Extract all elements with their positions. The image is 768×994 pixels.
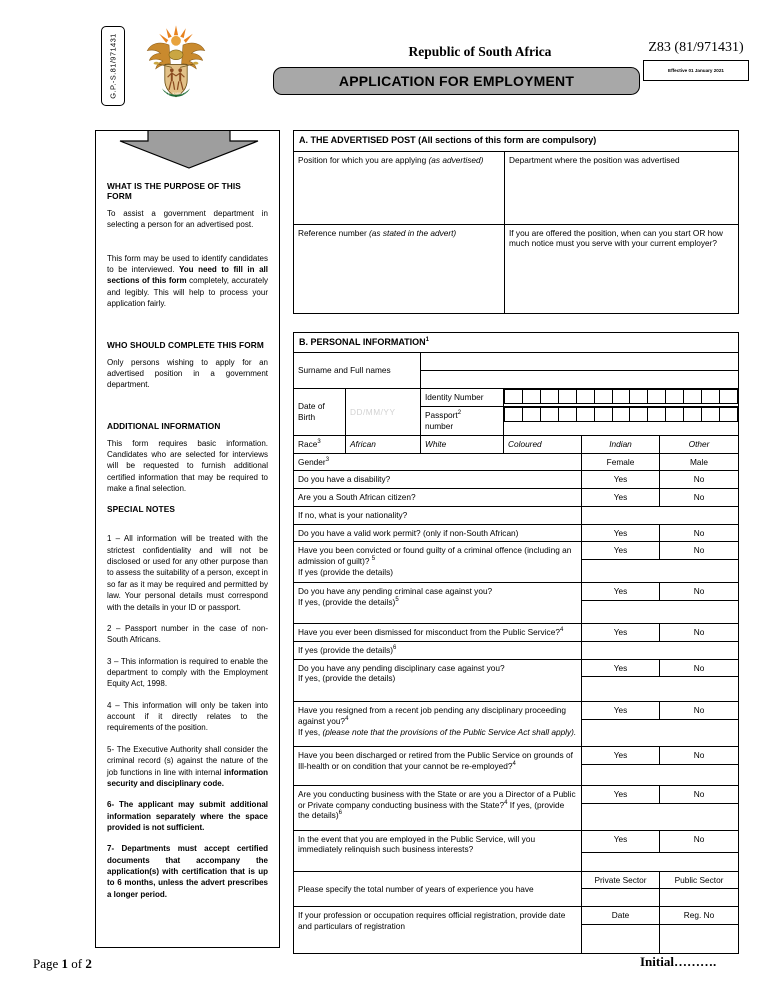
relinquish-yes[interactable]: Yes xyxy=(582,830,660,852)
registration-number-label[interactable]: Reg. No xyxy=(660,907,739,925)
reference-label-italic: (as stated in the advert) xyxy=(369,227,457,238)
who-paragraph: Only persons wishing to apply for an advertised position in a government department. xyxy=(107,357,268,390)
svg-text:!KE E: /XARRA //KE: !KE E: /XARRA //KE xyxy=(161,91,191,96)
page-middle: of xyxy=(68,956,86,971)
initial-field[interactable]: Initial………. xyxy=(640,954,717,969)
department-label: Department where the position was advertised xyxy=(509,154,680,165)
pending-disciplinary-label-cell xyxy=(294,659,582,702)
citizen-yes[interactable]: Yes xyxy=(582,489,660,507)
id-digit-cell[interactable] xyxy=(594,408,612,422)
discharged-label: Have you been discharged or retired from the Public Service on grounds of Ill-health or on condition that your cannot be re-employed? xyxy=(298,750,573,771)
work-permit-yes[interactable]: Yes xyxy=(582,524,660,542)
id-digit-cell[interactable] xyxy=(720,390,738,404)
race-label-cell xyxy=(294,435,346,453)
id-digit-cell[interactable] xyxy=(612,408,630,422)
pending-criminal-no[interactable]: No xyxy=(660,583,739,601)
form-header xyxy=(95,22,755,122)
registration-date-input[interactable] xyxy=(582,925,660,954)
dob-placeholder: DD/MM/YY xyxy=(350,406,396,417)
dismissed-misconduct-details-label-cell xyxy=(294,641,582,659)
dismissed-misconduct-yes[interactable]: Yes xyxy=(582,623,660,641)
id-digit-cell[interactable] xyxy=(558,390,576,404)
registration-row xyxy=(294,907,739,925)
reference-label: Reference number xyxy=(298,227,370,238)
id-digit-cell[interactable] xyxy=(666,390,684,404)
relinquish-row xyxy=(294,830,739,852)
race-label: Race xyxy=(298,438,318,449)
pending-criminal-label: Do you have any pending criminal case against you? xyxy=(298,586,493,597)
position-label: Position for which you are applying xyxy=(298,154,429,165)
identity-number-label-cell xyxy=(421,389,504,407)
resigned-sublabel-a: If yes, xyxy=(298,726,323,737)
pending-criminal-yes[interactable]: Yes xyxy=(582,583,660,601)
registration-date-label[interactable]: Date xyxy=(582,907,660,925)
id-digit-cell[interactable] xyxy=(630,408,648,422)
purpose-p2-bold: You need to fill in all sections of this form xyxy=(107,265,268,286)
surname-input-line-2[interactable] xyxy=(421,371,739,389)
race-option-indian[interactable]: Indian xyxy=(582,435,660,453)
business-state-no[interactable]: No xyxy=(660,785,739,803)
resigned-sup: 4 xyxy=(345,716,349,723)
experience-public-input[interactable] xyxy=(660,889,739,907)
race-option-coloured[interactable]: Coloured xyxy=(504,435,582,453)
disability-no[interactable]: No xyxy=(660,471,739,489)
department-advertised-cell[interactable] xyxy=(505,151,739,224)
id-digit-cell[interactable] xyxy=(594,390,612,404)
disability-label-cell: Do you have a disability? xyxy=(294,471,582,489)
purpose-paragraph-2 xyxy=(107,253,268,310)
id-digit-cell[interactable] xyxy=(630,390,648,404)
pending-criminal-sublabel: If yes, (provide the details) xyxy=(298,596,396,607)
section-a-heading: A. THE ADVERTISED POST (All sections of this form are compulsory) xyxy=(294,131,739,152)
citizen-row xyxy=(294,489,739,507)
additional-info-paragraph: This form requires basic information. Candidates who are selected for interviews will be requested to furnish additional certified information that may be required to make a final selection. xyxy=(107,438,268,494)
nationality-label-cell: If no, what is your nationality? xyxy=(294,506,582,524)
criminal-offence-sup: 5 xyxy=(371,556,376,563)
reference-number-cell[interactable] xyxy=(294,224,505,313)
passport-number-label: Passport xyxy=(425,410,458,421)
down-arrow-graphic xyxy=(96,131,279,173)
section-b-heading-row xyxy=(294,332,739,353)
gender-row xyxy=(294,453,739,471)
work-permit-no[interactable]: No xyxy=(660,524,739,542)
section-b-heading-text: B. PERSONAL INFORMATION xyxy=(299,336,426,347)
business-state-label-cell xyxy=(294,785,582,830)
position-label-italic: (as advertised) xyxy=(428,154,484,165)
gps-code-label: G.P.-S.81/971431 xyxy=(108,33,118,99)
section-b-table xyxy=(293,332,739,955)
disability-yes[interactable]: Yes xyxy=(582,471,660,489)
business-state-yes[interactable]: Yes xyxy=(582,785,660,803)
purpose-p2-part-a: This form may be used to identify candidates to be interviewed. xyxy=(107,253,268,275)
citizen-label-cell: Are you a South African citizen? xyxy=(294,489,582,507)
experience-label-cell: Please specify the total number of years of experience you have xyxy=(294,871,582,907)
business-state-details-input[interactable] xyxy=(582,803,739,830)
page-prefix: Page xyxy=(33,956,62,971)
special-note-4: 4 – This information will only be taken into account if it directly relates to the requirements of the position. xyxy=(107,700,268,733)
section-b-heading-sup: 1 xyxy=(425,336,430,343)
note5-bold: information security and disciplinary code. xyxy=(107,767,268,788)
id-digit-cell[interactable] xyxy=(648,390,666,404)
business-state-row xyxy=(294,785,739,803)
business-state-label: Are you conducting business with the State or are you a Director of a Public or Private company conducting business with the State? xyxy=(298,788,576,810)
dismissed-misconduct-sub-sup: 6 xyxy=(393,644,397,651)
discharged-no[interactable]: No xyxy=(660,747,739,765)
disability-row xyxy=(294,471,739,489)
nationality-input[interactable] xyxy=(582,506,739,524)
note6-bold: 6- The applicant may submit additional information separately where the space provided is not sufficient. xyxy=(107,800,268,832)
surname-label-cell xyxy=(294,353,421,389)
dob-input[interactable] xyxy=(346,389,421,435)
pending-disciplinary-details-input[interactable] xyxy=(582,677,739,702)
id-digit-cell[interactable] xyxy=(540,408,558,422)
page-current: 1 xyxy=(61,956,69,971)
id-digit-cell[interactable] xyxy=(648,408,666,422)
special-note-6 xyxy=(107,799,268,833)
identity-number-grid[interactable] xyxy=(504,389,738,404)
surname-input-line-1[interactable] xyxy=(421,353,739,371)
dismissed-misconduct-row xyxy=(294,623,739,641)
criminal-offence-row xyxy=(294,542,739,560)
race-option-other[interactable]: Other xyxy=(660,435,739,453)
dismissed-misconduct-sublabel: If yes (provide the details) xyxy=(298,644,393,655)
id-digit-cell[interactable] xyxy=(612,390,630,404)
criminal-offence-no[interactable]: No xyxy=(660,542,739,560)
surname-label: Surname and Full names xyxy=(298,365,391,376)
resigned-no[interactable]: No xyxy=(660,702,739,720)
form-code-label: Z83 (81/971431) xyxy=(648,40,744,55)
form-title-banner: APPLICATION FOR EMPLOYMENT xyxy=(273,67,640,95)
special-note-3: 3 – This information is required to enable the department to comply with the Employment Equity Act, 1998. xyxy=(107,656,268,689)
dismissed-misconduct-label-cell xyxy=(294,623,582,641)
discharged-label-cell xyxy=(294,747,582,786)
pending-criminal-details-input[interactable] xyxy=(582,600,739,623)
pending-disciplinary-yes[interactable]: Yes xyxy=(582,659,660,677)
note5-part-a: 5- The Executive Authority shall consider the criminal record (s) against the nature of the job functions in line with internal xyxy=(107,744,268,777)
section-b-heading xyxy=(294,332,739,353)
discharged-details-input[interactable] xyxy=(582,764,739,785)
dob-label-cell xyxy=(294,389,346,435)
gender-option-male[interactable]: Male xyxy=(660,453,739,471)
passport-number-grid-cell[interactable] xyxy=(504,407,739,436)
experience-public-sector[interactable]: Public Sector xyxy=(660,871,739,889)
id-digit-cell[interactable] xyxy=(522,390,540,404)
country-title: Republic of South Africa xyxy=(408,44,552,59)
race-option-african[interactable]: African xyxy=(346,435,421,453)
discharged-sup: 4 xyxy=(512,761,516,768)
id-digit-cell[interactable] xyxy=(702,408,720,422)
relinquish-label-cell: In the event that you are employed in the Public Service, will you immediately relinquish such business interests? xyxy=(294,830,582,871)
purpose-heading: WHAT IS THE PURPOSE OF THIS FORM xyxy=(107,181,241,201)
resigned-details-input[interactable] xyxy=(582,720,739,747)
id-digit-cell[interactable] xyxy=(505,408,523,422)
special-note-1: 1 – All information will be treated with the strictest confidentiality and will not be disclosed or used for any other purpose than to assess the suitability of a person, except in so far as it may be required and permitted by law. Your personal details must correspond with the details in your ID or passport. xyxy=(107,534,268,612)
down-arrow-icon xyxy=(118,131,260,169)
page-number xyxy=(33,956,92,972)
resigned-sublabel-b: (please note that the provisions of the Public Service Act shall apply). xyxy=(322,726,577,737)
id-digit-cell[interactable] xyxy=(666,408,684,422)
pending-disciplinary-label: Do you have any pending disciplinary case against you? xyxy=(298,662,505,673)
special-note-5 xyxy=(107,744,268,789)
experience-row xyxy=(294,871,739,889)
dob-label: Date of Birth xyxy=(298,401,325,423)
id-digit-cell[interactable] xyxy=(702,390,720,404)
registration-number-input[interactable] xyxy=(660,925,739,954)
page-total: 2 xyxy=(85,956,92,971)
criminal-offence-yes[interactable]: Yes xyxy=(582,542,660,560)
section-a-table xyxy=(293,130,739,314)
resigned-row xyxy=(294,702,739,720)
id-digit-cell[interactable] xyxy=(576,408,594,422)
section-a-row-reference xyxy=(294,224,739,313)
south-african-coat-of-arms-icon xyxy=(141,24,211,108)
business-state-sup: 4 xyxy=(504,799,508,806)
note7-bold: 7- Departments must accept certified documents that accompany the application(s) with certification that is up to 6 months, unless the advert prescribes a longer period. xyxy=(107,844,268,899)
race-sup: 3 xyxy=(317,438,321,445)
form-body xyxy=(293,130,738,954)
special-note-7 xyxy=(107,843,268,900)
pending-disciplinary-no[interactable]: No xyxy=(660,659,739,677)
dismissed-misconduct-details-row xyxy=(294,641,739,659)
experience-private-input[interactable] xyxy=(582,889,660,907)
passport-sup: 2 xyxy=(457,410,462,417)
resigned-yes[interactable]: Yes xyxy=(582,702,660,720)
race-row xyxy=(294,435,739,453)
gender-option-female[interactable]: Female xyxy=(582,453,660,471)
section-a-row-position xyxy=(294,151,739,224)
instructions-sidebar xyxy=(95,130,280,948)
work-permit-row xyxy=(294,524,739,542)
relinquish-no[interactable]: No xyxy=(660,830,739,852)
purpose-paragraph-1: To assist a government department in selecting a person for an advertised post. xyxy=(107,209,268,230)
gender-label: Gender xyxy=(298,456,326,467)
dismissed-misconduct-no[interactable]: No xyxy=(660,623,739,641)
criminal-offence-details-input[interactable] xyxy=(582,560,739,583)
criminal-offence-sublabel: If yes (provide the details) xyxy=(298,566,393,577)
position-applying-cell[interactable] xyxy=(294,151,505,224)
business-state-midlabel: If yes, (provide the details) xyxy=(298,799,565,821)
start-label: If you are offered the position, when can you start OR how much notice must you serve with your current employer? xyxy=(509,227,723,249)
surname-row xyxy=(294,353,739,371)
resigned-label: Have you resigned from a recent job pending any disciplinary proceeding against you? xyxy=(298,705,566,727)
id-digit-cell[interactable] xyxy=(540,390,558,404)
relinquish-details-input[interactable] xyxy=(582,852,739,871)
id-digit-cell[interactable] xyxy=(684,408,702,422)
id-digit-cell[interactable] xyxy=(558,408,576,422)
id-digit-cell[interactable] xyxy=(576,390,594,404)
pending-criminal-row xyxy=(294,583,739,601)
effective-date-box: Effective 01 January 2021 xyxy=(643,60,749,81)
pending-criminal-label-cell xyxy=(294,583,582,624)
resigned-label-cell xyxy=(294,702,582,747)
additional-info-heading: ADDITIONAL INFORMATION xyxy=(107,420,221,431)
identity-number-grid-cell[interactable] xyxy=(504,389,739,407)
gps-code-box xyxy=(101,26,125,106)
passport-number-label-cell xyxy=(421,407,504,436)
pending-criminal-sub-sup: 5 xyxy=(395,597,399,604)
id-digit-cell[interactable] xyxy=(720,408,738,422)
citizen-no[interactable]: No xyxy=(660,489,739,507)
passport-number-grid[interactable] xyxy=(504,407,738,422)
id-digit-cell[interactable] xyxy=(522,408,540,422)
nationality-row xyxy=(294,506,739,524)
work-permit-label-cell: Do you have a valid work permit? (only if non-South African) xyxy=(294,524,582,542)
criminal-offence-label: Have you been convicted or found guilty of a criminal offence (including an admission of guilt)? xyxy=(298,545,572,567)
passport-number-label2: number xyxy=(425,420,454,431)
purpose-p2-part-c: completely, accurately and legibly. This will help to process your application fairly. xyxy=(107,276,268,309)
registration-label-cell: If your profession or occupation requires official registration, provide date and particulars of registration xyxy=(294,907,582,954)
criminal-offence-label-cell xyxy=(294,542,582,583)
dismissed-misconduct-details-input[interactable] xyxy=(582,641,739,659)
discharged-yes[interactable]: Yes xyxy=(582,747,660,765)
discharged-row xyxy=(294,747,739,765)
section-divider xyxy=(293,314,738,332)
who-heading: WHO SHOULD COMPLETE THIS FORM xyxy=(107,339,264,350)
id-digit-cell[interactable] xyxy=(505,390,523,404)
dismissed-misconduct-label: Have you ever been dismissed for misconduct from the Public Service? xyxy=(298,626,560,637)
experience-private-sector[interactable]: Private Sector xyxy=(582,871,660,889)
start-date-cell[interactable] xyxy=(505,224,739,313)
dismissed-misconduct-sup: 4 xyxy=(559,627,564,634)
dob-identity-row xyxy=(294,389,739,407)
pending-disciplinary-sublabel: If yes, (provide the details) xyxy=(298,673,396,684)
special-note-2: 2 – Passport number in the case of non-South Africans. xyxy=(107,623,268,645)
identity-number-label: Identity Number xyxy=(425,392,484,403)
gender-sup: 3 xyxy=(325,456,330,463)
business-state-sup2: 6 xyxy=(338,810,342,817)
section-a-heading-row xyxy=(294,131,739,152)
id-digit-cell[interactable] xyxy=(684,390,702,404)
pending-disciplinary-row xyxy=(294,659,739,677)
gender-label-cell xyxy=(294,453,582,471)
race-option-white[interactable]: White xyxy=(421,435,504,453)
special-notes-heading: SPECIAL NOTES xyxy=(107,504,175,515)
